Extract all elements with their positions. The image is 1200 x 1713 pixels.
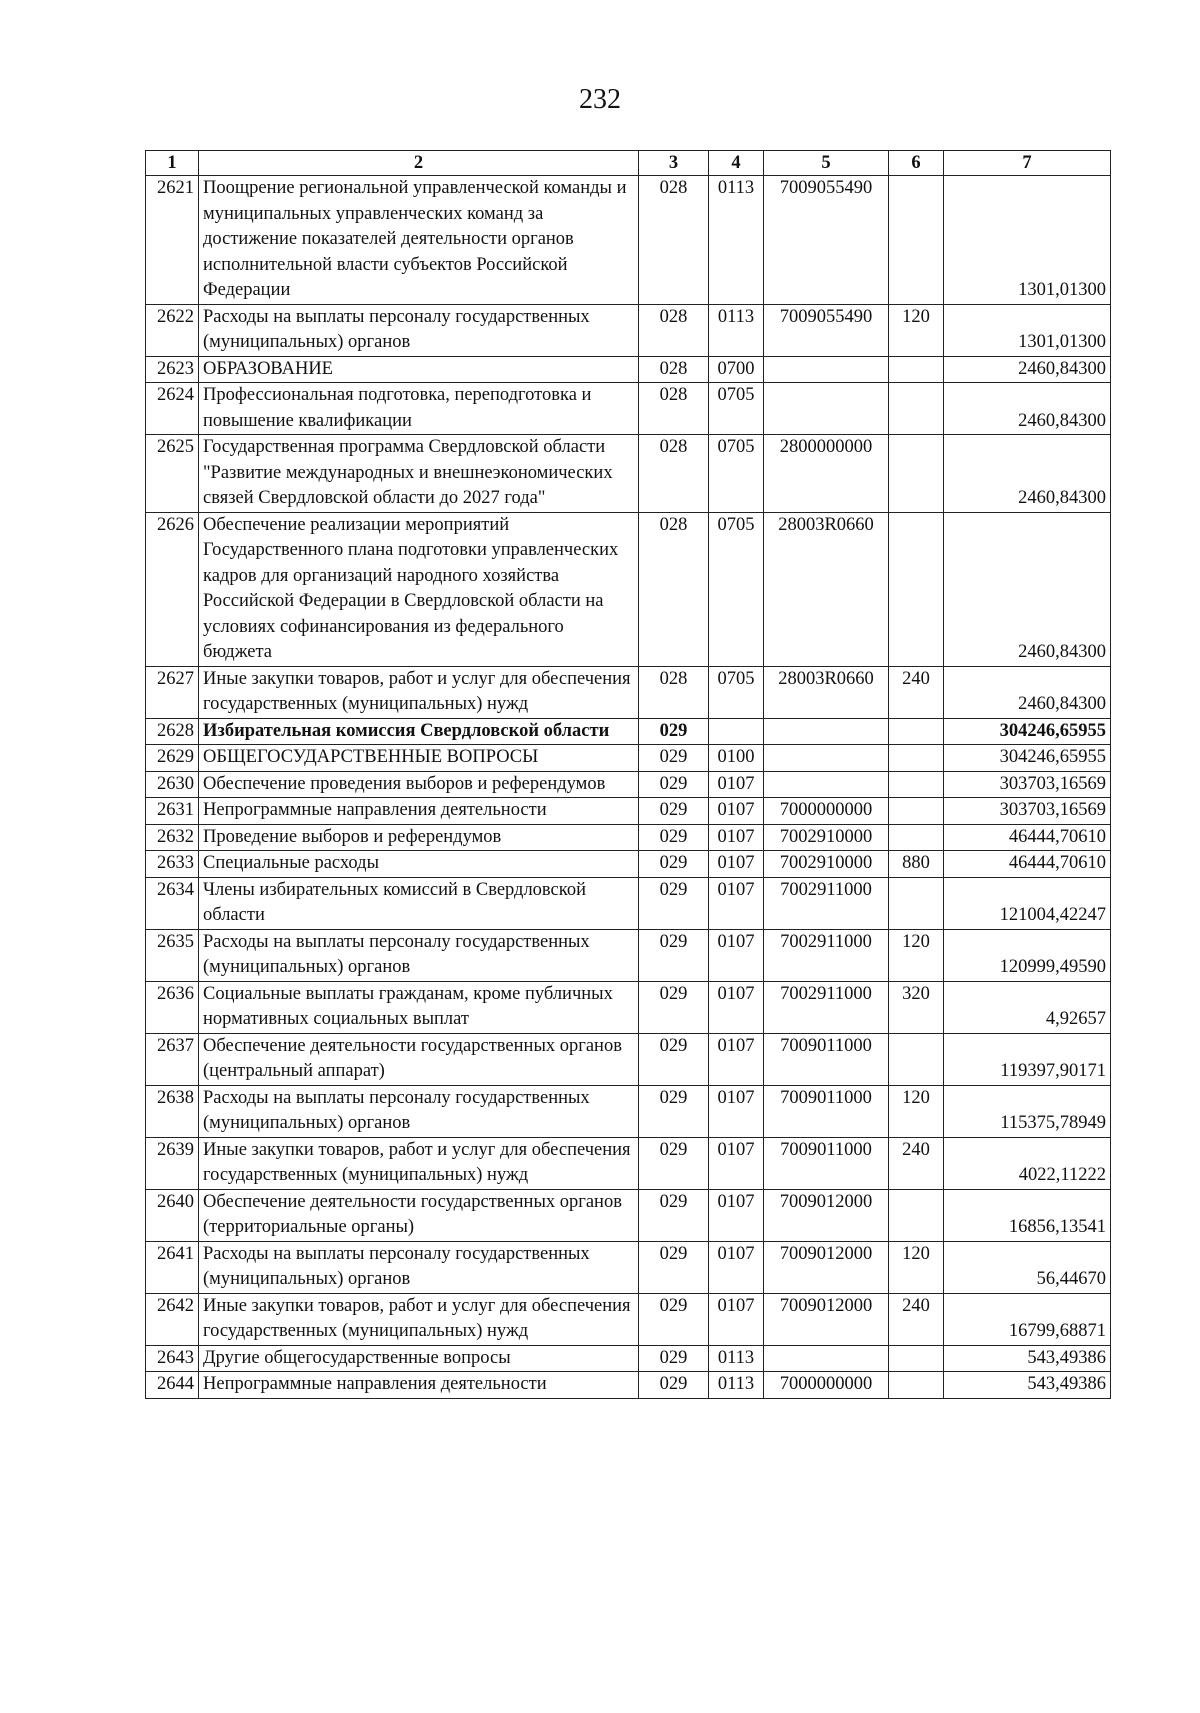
code-expense-type: 120 bbox=[889, 304, 944, 356]
row-name: Непрограммные направления деятельности bbox=[199, 1372, 639, 1399]
code-admin: 029 bbox=[639, 1137, 709, 1189]
column-header-2: 2 bbox=[199, 151, 639, 176]
column-header-5: 5 bbox=[764, 151, 889, 176]
table-row bbox=[146, 666, 1111, 718]
row-name: Обеспечение деятельности государственных органов (территориальные органы) bbox=[199, 1189, 639, 1241]
row-name: Расходы на выплаты персоналу государственных (муниципальных) органов bbox=[199, 1241, 639, 1293]
header-row bbox=[146, 151, 1111, 176]
code-admin: 028 bbox=[639, 666, 709, 718]
row-number: 2626 bbox=[146, 512, 199, 666]
table-row bbox=[146, 1345, 1111, 1372]
column-header-7: 7 bbox=[944, 151, 1111, 176]
row-number: 2643 bbox=[146, 1345, 199, 1372]
code-section: 0107 bbox=[709, 1241, 764, 1293]
table-row bbox=[146, 877, 1111, 929]
code-admin: 029 bbox=[639, 1085, 709, 1137]
code-section: 0100 bbox=[709, 745, 764, 772]
table-row bbox=[146, 824, 1111, 851]
code-admin: 029 bbox=[639, 771, 709, 798]
column-header-1: 1 bbox=[146, 151, 199, 176]
code-admin: 029 bbox=[639, 718, 709, 745]
code-section: 0107 bbox=[709, 1189, 764, 1241]
code-target: 28003R0660 bbox=[764, 512, 889, 666]
code-expense-type bbox=[889, 383, 944, 435]
code-target: 7002910000 bbox=[764, 851, 889, 878]
table-row bbox=[146, 435, 1111, 513]
code-target: 7002911000 bbox=[764, 877, 889, 929]
code-admin: 028 bbox=[639, 383, 709, 435]
code-expense-type bbox=[889, 1033, 944, 1085]
code-target: 7000000000 bbox=[764, 1372, 889, 1399]
row-number: 2635 bbox=[146, 929, 199, 981]
code-target: 7000000000 bbox=[764, 798, 889, 825]
row-name: Расходы на выплаты персоналу государственных (муниципальных) органов bbox=[199, 304, 639, 356]
row-name: Иные закупки товаров, работ и услуг для обеспечения государственных (муниципальных) нужд bbox=[199, 1293, 639, 1345]
table-body bbox=[146, 176, 1111, 1399]
code-expense-type bbox=[889, 435, 944, 513]
code-expense-type: 240 bbox=[889, 666, 944, 718]
code-admin: 028 bbox=[639, 512, 709, 666]
row-name: ОБРАЗОВАНИЕ bbox=[199, 356, 639, 383]
code-target: 7002911000 bbox=[764, 929, 889, 981]
code-section: 0705 bbox=[709, 666, 764, 718]
table-row bbox=[146, 929, 1111, 981]
row-name: ОБЩЕГОСУДАРСТВЕННЫЕ ВОПРОСЫ bbox=[199, 745, 639, 772]
row-number: 2637 bbox=[146, 1033, 199, 1085]
code-admin: 028 bbox=[639, 304, 709, 356]
row-amount: 543,49386 bbox=[944, 1372, 1111, 1399]
code-target bbox=[764, 356, 889, 383]
row-number: 2638 bbox=[146, 1085, 199, 1137]
code-expense-type bbox=[889, 798, 944, 825]
row-name: Расходы на выплаты персоналу государственных (муниципальных) органов bbox=[199, 929, 639, 981]
row-amount: 2460,84300 bbox=[944, 383, 1111, 435]
code-target: 28003R0660 bbox=[764, 666, 889, 718]
code-section: 0107 bbox=[709, 877, 764, 929]
code-section bbox=[709, 718, 764, 745]
code-section: 0107 bbox=[709, 771, 764, 798]
code-section: 0107 bbox=[709, 981, 764, 1033]
code-expense-type bbox=[889, 1345, 944, 1372]
code-target: 7002910000 bbox=[764, 824, 889, 851]
code-expense-type bbox=[889, 356, 944, 383]
row-amount: 120999,49590 bbox=[944, 929, 1111, 981]
table-row bbox=[146, 304, 1111, 356]
code-admin: 029 bbox=[639, 851, 709, 878]
table-row bbox=[146, 1372, 1111, 1399]
code-target bbox=[764, 771, 889, 798]
row-amount: 121004,42247 bbox=[944, 877, 1111, 929]
code-section: 0113 bbox=[709, 1372, 764, 1399]
row-number: 2623 bbox=[146, 356, 199, 383]
row-name: Непрограммные направления деятельности bbox=[199, 798, 639, 825]
code-admin: 029 bbox=[639, 1241, 709, 1293]
table-row bbox=[146, 1241, 1111, 1293]
row-amount: 304246,65955 bbox=[944, 718, 1111, 745]
code-section: 0705 bbox=[709, 512, 764, 666]
row-number: 2629 bbox=[146, 745, 199, 772]
code-expense-type: 320 bbox=[889, 981, 944, 1033]
table-row bbox=[146, 176, 1111, 305]
code-expense-type bbox=[889, 877, 944, 929]
code-target bbox=[764, 1345, 889, 1372]
row-amount: 4,92657 bbox=[944, 981, 1111, 1033]
row-amount: 119397,90171 bbox=[944, 1033, 1111, 1085]
code-admin: 029 bbox=[639, 1345, 709, 1372]
code-admin: 029 bbox=[639, 1189, 709, 1241]
code-admin: 028 bbox=[639, 435, 709, 513]
row-name: Социальные выплаты гражданам, кроме публичных нормативных социальных выплат bbox=[199, 981, 639, 1033]
code-admin: 029 bbox=[639, 1033, 709, 1085]
table-row bbox=[146, 1293, 1111, 1345]
code-expense-type: 120 bbox=[889, 1085, 944, 1137]
budget-table bbox=[145, 150, 1111, 1399]
row-name: Иные закупки товаров, работ и услуг для обеспечения государственных (муниципальных) нужд bbox=[199, 1137, 639, 1189]
code-expense-type bbox=[889, 745, 944, 772]
row-number: 2630 bbox=[146, 771, 199, 798]
column-header-3: 3 bbox=[639, 151, 709, 176]
code-section: 0107 bbox=[709, 1137, 764, 1189]
code-admin: 029 bbox=[639, 798, 709, 825]
row-amount: 4022,11222 bbox=[944, 1137, 1111, 1189]
row-number: 2639 bbox=[146, 1137, 199, 1189]
code-expense-type: 880 bbox=[889, 851, 944, 878]
code-section: 0113 bbox=[709, 304, 764, 356]
table-row bbox=[146, 1033, 1111, 1085]
code-expense-type: 120 bbox=[889, 929, 944, 981]
code-section: 0107 bbox=[709, 1033, 764, 1085]
table-row bbox=[146, 356, 1111, 383]
row-amount: 303703,16569 bbox=[944, 771, 1111, 798]
row-amount: 115375,78949 bbox=[944, 1085, 1111, 1137]
code-section: 0705 bbox=[709, 435, 764, 513]
row-name: Другие общегосударственные вопросы bbox=[199, 1345, 639, 1372]
table-row bbox=[146, 1137, 1111, 1189]
row-amount: 46444,70610 bbox=[944, 851, 1111, 878]
row-number: 2631 bbox=[146, 798, 199, 825]
row-amount: 1301,01300 bbox=[944, 176, 1111, 305]
column-header-6: 6 bbox=[889, 151, 944, 176]
code-admin: 029 bbox=[639, 929, 709, 981]
row-name: Расходы на выплаты персоналу государственных (муниципальных) органов bbox=[199, 1085, 639, 1137]
code-section: 0107 bbox=[709, 1293, 764, 1345]
code-admin: 029 bbox=[639, 1372, 709, 1399]
table-row bbox=[146, 798, 1111, 825]
table-row bbox=[146, 1085, 1111, 1137]
code-admin: 029 bbox=[639, 981, 709, 1033]
row-number: 2632 bbox=[146, 824, 199, 851]
row-number: 2641 bbox=[146, 1241, 199, 1293]
row-name: Обеспечение деятельности государственных органов (центральный аппарат) bbox=[199, 1033, 639, 1085]
code-target bbox=[764, 718, 889, 745]
code-target: 7009055490 bbox=[764, 304, 889, 356]
row-number: 2634 bbox=[146, 877, 199, 929]
row-amount: 304246,65955 bbox=[944, 745, 1111, 772]
table-row bbox=[146, 1189, 1111, 1241]
code-target: 7009055490 bbox=[764, 176, 889, 305]
code-expense-type bbox=[889, 1189, 944, 1241]
code-expense-type bbox=[889, 771, 944, 798]
code-target: 2800000000 bbox=[764, 435, 889, 513]
table-row bbox=[146, 512, 1111, 666]
row-amount: 2460,84300 bbox=[944, 435, 1111, 513]
row-amount: 16799,68871 bbox=[944, 1293, 1111, 1345]
row-name: Специальные расходы bbox=[199, 851, 639, 878]
code-expense-type bbox=[889, 824, 944, 851]
row-amount: 16856,13541 bbox=[944, 1189, 1111, 1241]
row-number: 2628 bbox=[146, 718, 199, 745]
code-expense-type bbox=[889, 176, 944, 305]
code-expense-type: 240 bbox=[889, 1293, 944, 1345]
row-number: 2621 bbox=[146, 176, 199, 305]
row-amount: 2460,84300 bbox=[944, 356, 1111, 383]
row-number: 2640 bbox=[146, 1189, 199, 1241]
code-target: 7009011000 bbox=[764, 1085, 889, 1137]
table-row bbox=[146, 718, 1111, 745]
code-expense-type bbox=[889, 718, 944, 745]
row-number: 2644 bbox=[146, 1372, 199, 1399]
code-target: 7009012000 bbox=[764, 1293, 889, 1345]
code-admin: 029 bbox=[639, 877, 709, 929]
row-name: Государственная программа Свердловской области "Развитие международных и внешнеэкономических связей Свердловской области до 2027 года" bbox=[199, 435, 639, 513]
code-expense-type: 240 bbox=[889, 1137, 944, 1189]
table-header bbox=[146, 151, 1111, 176]
code-target: 7009012000 bbox=[764, 1241, 889, 1293]
row-name: Члены избирательных комиссий в Свердловской области bbox=[199, 877, 639, 929]
row-name: Поощрение региональной управленческой команды и муниципальных управленческих команд за достижение показателей деятельности органов исполнительной власти субъектов Российской Федерации bbox=[199, 176, 639, 305]
code-admin: 028 bbox=[639, 356, 709, 383]
row-number: 2633 bbox=[146, 851, 199, 878]
table-row bbox=[146, 383, 1111, 435]
code-section: 0107 bbox=[709, 824, 764, 851]
code-target: 7002911000 bbox=[764, 981, 889, 1033]
row-name: Проведение выборов и референдумов bbox=[199, 824, 639, 851]
table-row bbox=[146, 745, 1111, 772]
row-name: Обеспечение проведения выборов и референдумов bbox=[199, 771, 639, 798]
code-section: 0107 bbox=[709, 929, 764, 981]
row-name: Профессиональная подготовка, переподготовка и повышение квалификации bbox=[199, 383, 639, 435]
code-admin: 028 bbox=[639, 176, 709, 305]
code-target: 7009011000 bbox=[764, 1137, 889, 1189]
row-name: Обеспечение реализации мероприятий Государственного плана подготовки управленческих кадров для организаций народного хозяйства Российской Федерации в Свердловской области на условиях софинансирования из федерального бюджета bbox=[199, 512, 639, 666]
code-section: 0107 bbox=[709, 798, 764, 825]
row-name: Иные закупки товаров, работ и услуг для обеспечения государственных (муниципальных) нужд bbox=[199, 666, 639, 718]
row-number: 2636 bbox=[146, 981, 199, 1033]
row-amount: 56,44670 bbox=[944, 1241, 1111, 1293]
code-section: 0113 bbox=[709, 1345, 764, 1372]
row-amount: 543,49386 bbox=[944, 1345, 1111, 1372]
column-header-4: 4 bbox=[709, 151, 764, 176]
table-row bbox=[146, 981, 1111, 1033]
code-expense-type bbox=[889, 1372, 944, 1399]
row-name: Избирательная комиссия Свердловской области bbox=[199, 718, 639, 745]
row-number: 2625 bbox=[146, 435, 199, 513]
code-admin: 029 bbox=[639, 745, 709, 772]
code-section: 0700 bbox=[709, 356, 764, 383]
row-number: 2622 bbox=[146, 304, 199, 356]
row-amount: 2460,84300 bbox=[944, 666, 1111, 718]
row-amount: 303703,16569 bbox=[944, 798, 1111, 825]
code-admin: 029 bbox=[639, 824, 709, 851]
table-row bbox=[146, 771, 1111, 798]
code-expense-type: 120 bbox=[889, 1241, 944, 1293]
row-amount: 1301,01300 bbox=[944, 304, 1111, 356]
code-target bbox=[764, 383, 889, 435]
table-row bbox=[146, 851, 1111, 878]
row-amount: 2460,84300 bbox=[944, 512, 1111, 666]
row-number: 2627 bbox=[146, 666, 199, 718]
row-number: 2624 bbox=[146, 383, 199, 435]
code-section: 0113 bbox=[709, 176, 764, 305]
code-target bbox=[764, 745, 889, 772]
code-admin: 029 bbox=[639, 1293, 709, 1345]
code-target: 7009012000 bbox=[764, 1189, 889, 1241]
code-section: 0107 bbox=[709, 851, 764, 878]
page-number: 232 bbox=[579, 84, 621, 115]
code-target: 7009011000 bbox=[764, 1033, 889, 1085]
row-number: 2642 bbox=[146, 1293, 199, 1345]
code-expense-type bbox=[889, 512, 944, 666]
code-section: 0107 bbox=[709, 1085, 764, 1137]
code-section: 0705 bbox=[709, 383, 764, 435]
row-amount: 46444,70610 bbox=[944, 824, 1111, 851]
